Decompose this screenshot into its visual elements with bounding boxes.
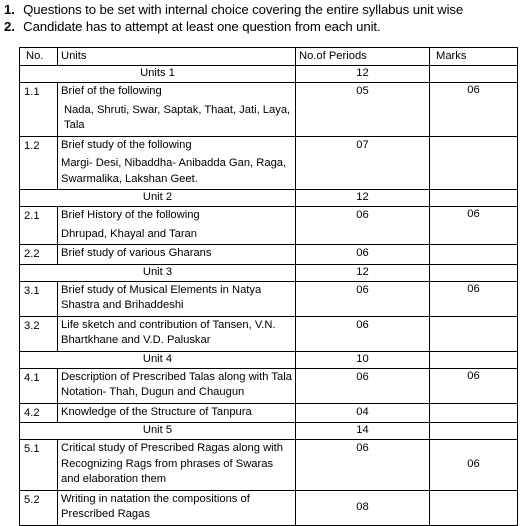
- row-number: 4.2: [20, 403, 58, 423]
- table-header-row: [20, 48, 518, 66]
- instruction-text: Questions to be set with internal choice covering the entire syllabus unit wise: [23, 2, 464, 17]
- row-number: 1.2: [20, 136, 58, 190]
- row-number: 1.1: [20, 83, 58, 137]
- row-topic: [58, 207, 296, 245]
- row-marks: [430, 136, 518, 190]
- instruction-1: [4, 2, 463, 17]
- header-periods: No.of Periods: [296, 48, 430, 66]
- row-detail: Dhrupad, Khayal and Taran: [61, 227, 198, 240]
- table-row: [20, 316, 518, 351]
- unit-header-row: [20, 351, 518, 368]
- unit-periods: 12: [296, 264, 430, 281]
- row-number: 3.1: [20, 281, 58, 316]
- instruction-2: [4, 19, 381, 34]
- row-periods: 04: [296, 403, 430, 423]
- unit-header-row: [20, 423, 518, 440]
- row-title: Brief study of various Gharans: [61, 247, 212, 259]
- row-topic: [58, 83, 296, 137]
- row-title: Critical study of Prescribed Ragas along with Recognizing Rags from phrases of Swaras and elaboration them: [61, 442, 283, 485]
- table-row: [20, 245, 518, 265]
- unit-marks-empty: [430, 66, 518, 83]
- unit-label: Unit 5: [20, 423, 296, 440]
- row-marks: 06: [430, 440, 518, 491]
- row-marks: 06: [430, 368, 518, 403]
- row-title: Description of Prescribed Talas along with Tala Notation- Thah, Dugun and Chaugun: [61, 370, 292, 398]
- unit-header-row: [20, 66, 518, 83]
- row-marks: 06: [430, 281, 518, 316]
- unit-marks-empty: [430, 190, 518, 207]
- row-periods: 06: [296, 440, 430, 491]
- row-title: Life sketch and contribution of Tansen, V.N. Bhartkhane and V.D. Paluskar: [61, 318, 276, 346]
- row-periods: 08: [296, 490, 430, 525]
- unit-marks-empty: [430, 351, 518, 368]
- table-row: [20, 490, 518, 525]
- row-number: 2.1: [20, 207, 58, 245]
- row-title: Brief of the following: [61, 85, 162, 97]
- row-periods: 06: [296, 316, 430, 351]
- header-units: Units: [58, 48, 296, 66]
- syllabus-table: [19, 47, 518, 526]
- unit-header-row: [20, 190, 518, 207]
- row-marks: [430, 490, 518, 525]
- row-number: 2.2: [20, 245, 58, 265]
- row-detail: Margi- Desi, Nibaddha- Anibadda Gan, Raga, Swarmalika, Lakshan Geet.: [61, 157, 287, 185]
- row-number: 3.2: [20, 316, 58, 351]
- unit-label: Units 1: [20, 66, 296, 83]
- table-row: [20, 207, 518, 245]
- table-row: [20, 136, 518, 190]
- row-title: Brief History of the following: [61, 209, 200, 221]
- unit-label: Unit 3: [20, 264, 296, 281]
- table-row: [20, 281, 518, 316]
- row-topic: [58, 368, 296, 403]
- instruction-number: 1.: [4, 2, 15, 17]
- row-topic: [58, 440, 296, 491]
- row-topic: [58, 245, 296, 265]
- row-topic: [58, 403, 296, 423]
- row-title: Knowledge of the Structure of Tanpura: [61, 405, 252, 418]
- unit-header-row: [20, 264, 518, 281]
- unit-marks-empty: [430, 264, 518, 281]
- row-topic: [58, 281, 296, 316]
- row-marks: 06: [430, 207, 518, 245]
- row-periods: 07: [296, 136, 430, 190]
- unit-periods: 10: [296, 351, 430, 368]
- row-topic: [58, 316, 296, 351]
- row-marks: [430, 316, 518, 351]
- row-number: 4.1: [20, 368, 58, 403]
- row-title: Brief study of the following: [61, 138, 192, 151]
- row-marks: 06: [430, 83, 518, 137]
- instruction-text: Candidate has to attempt at least one question from each unit.: [23, 19, 381, 34]
- row-periods: 05: [296, 83, 430, 137]
- unit-label: Unit 4: [20, 351, 296, 368]
- row-topic: [58, 490, 296, 525]
- row-number: 5.1: [20, 440, 58, 491]
- table-row: [20, 440, 518, 491]
- row-periods: 06: [296, 281, 430, 316]
- header-no: No.: [20, 48, 58, 66]
- unit-periods: 14: [296, 423, 430, 440]
- unit-marks-empty: [430, 423, 518, 440]
- row-title: Writing in natation the compositions of Prescribed Ragas: [61, 492, 250, 520]
- instruction-number: 2.: [4, 19, 15, 34]
- table-row: [20, 83, 518, 137]
- unit-periods: 12: [296, 190, 430, 207]
- row-periods: 06: [296, 245, 430, 265]
- row-topic: [58, 136, 296, 190]
- table-row: [20, 368, 518, 403]
- header-marks: Marks: [430, 48, 518, 66]
- unit-periods: 12: [296, 66, 430, 83]
- unit-label: Unit 2: [20, 190, 296, 207]
- row-periods: 06: [296, 207, 430, 245]
- row-marks: [430, 245, 518, 265]
- row-periods: 06: [296, 368, 430, 403]
- row-title: Brief study of Musical Elements in Natya Shastra and Brihaddeshi: [61, 283, 262, 311]
- row-detail: Nada, Shruti, Swar, Saptak, Thaat, Jati, Laya, Tala: [64, 103, 291, 131]
- row-marks: [430, 403, 518, 423]
- row-number: 5.2: [20, 490, 58, 525]
- table-row: [20, 403, 518, 423]
